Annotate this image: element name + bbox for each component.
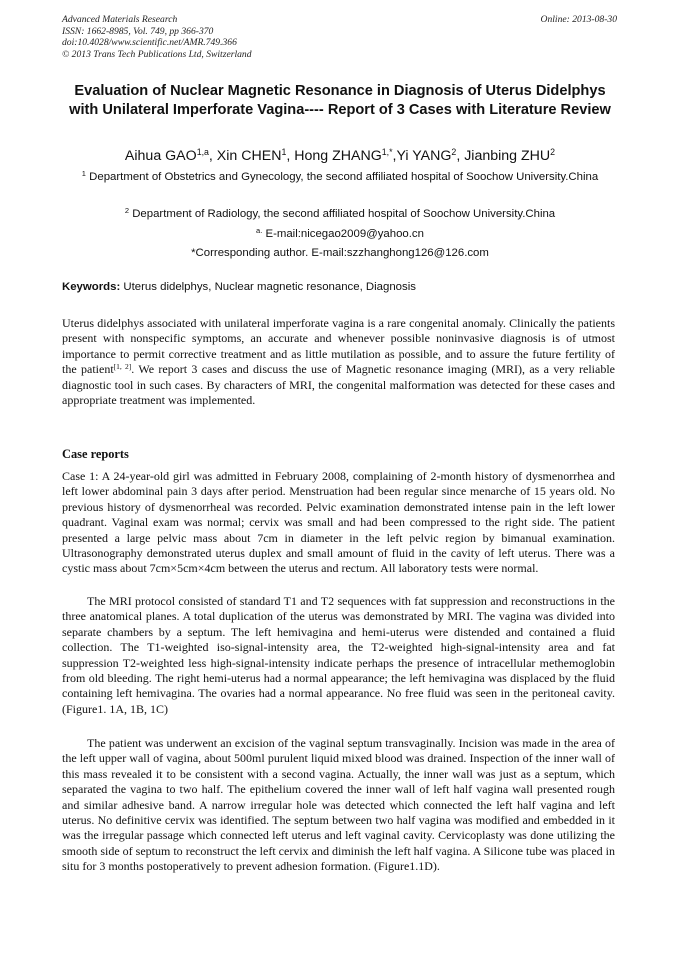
journal-copyright: © 2013 Trans Tech Publications Ltd, Switzerland [62,48,252,60]
mri-paragraph: The MRI protocol consisted of standard T1 and T2 sequences with fat suppression and reconstructions in the three anatomical planes. A total duplication of the uterus was demonstrated by MRI. The vagina was divided into separate chambers by a septum. The left hemivagina and hemi-uterus were distended and contained a fluid collection. The T1-weighted iso-signal-intensity area, the T2-weighted high-signal-intensity area and fat suppression T2-weighted less high-signal-intensity indicate perhaps the presence of intracellular methemoglobin from old bleeding. The right hemi-uterus had a normal appearance; the left hemivagina was displaced by the fluid containing left hemivagina. The ovaries had a normal appearance. No free fluid was seen in the peritoneal cavity. (Figure1. 1A, 1B, 1C) [62,594,615,716]
affiliation-2 [80,203,600,222]
keywords [62,279,618,295]
author-name: , Xin CHEN [208,148,282,164]
email-line [80,223,600,242]
affiliation-1 [80,166,600,185]
affiliation-text: Department of Radiology, the second affiliated hospital of Soochow University.China [132,208,556,220]
keywords-label: Keywords: [62,281,121,293]
journal-header [62,14,617,60]
author-name: , Hong ZHANG [286,148,382,164]
author-sup: 1, [381,147,390,157]
abstract-text: . We report 3 cases and discuss the use of Magnetic resonance imaging (MRI), as a very reliable diagnostic tool in such cases. By characters of MRI, the congenital malformation was detected for these cases and appropriate treatment was implemented. [62,362,615,408]
email-text: E-mail:nicegao2009@yahoo.cn [265,228,424,240]
email-sup: a. [256,226,263,235]
section-heading: Case reports [62,447,129,461]
affiliation-sup: 2 [124,206,130,215]
corresponding-star: * [389,147,393,157]
author-name: Aihua GAO [124,148,197,164]
author-name: ,Yi YANG [392,148,452,164]
paper-title: Evaluation of Nuclear Magnetic Resonance in Diagnosis of Uterus Didelphys with Unilateral Imperforate Vagina---- Report of 3 Cases with Literature Review [69,83,611,118]
online-date: Online: 2013-08-30 [540,14,617,25]
author-sup: 1,a [196,147,209,157]
author-name: , Jianbing ZHU [456,148,551,164]
journal-doi: doi:10.4028/www.scientific.net/AMR.749.366 [62,37,237,49]
abstract [62,316,615,408]
citation: [1, 2] [113,362,132,372]
author-list [40,143,640,165]
journal-name: Advanced Materials Research [62,14,178,25]
author-sup: 2 [550,147,556,157]
corresponding-author: *Corresponding author. E-mail:szzhanghong126@126.com [191,247,489,259]
author-sup: 2 [451,147,457,157]
affiliation-text: Department of Obstetrics and Gynecology, the second affiliated hospital of Soochow University.China [89,171,599,183]
abstract-text: Uterus didelphys associated with unilateral imperforate vagina is a rare congenital anomaly. Clinically the patients present with nonspecific symptoms, an accurate and whenever possible noninvasive diagnosis is of utmost importance to permit corrective treatment and as little mutilation as possible, and to assure the future fertility of the patient [62,316,615,377]
surgery-paragraph: The patient was underwent an excision of the vaginal septum transvaginally. Incision was made in the area of the left upper wall of vagina, about 500ml purulent liquid mixed blood was drained. Inspection of the inner wall of this mass revealed it to be consistent with a second vagina. Actually, the inner wall was just as a septum, which separated the vagina to two half. The epithelium covered the inner wall of left half vagina wall presented rough and similar adhesive band. A narrow irregular hole was detected which connected the left half vagina and left uterus. No definitive cervix was identified. The septum between two half vagina was modified and embedded in it was the irregular passage which connected left uterus and left vaginal cavity. Cervicoplasty was done utilizing the smooth side of septum to reconstruct the left cervix and diminish the left half vagina. A Silicone tube was placed in situ for 3 months postoperatively to prevent adhesion formation. (Figure1.1D). [62,736,615,874]
affiliation-sup: 1 [81,169,86,178]
journal-issn: ISSN: 1662-8985, Vol. 749, pp 366-370 [62,25,214,37]
author-sup: 1 [281,147,287,157]
keywords-text: Uterus didelphys, Nuclear magnetic resonance, Diagnosis [123,281,416,293]
case1-paragraph: Case 1: A 24-year-old girl was admitted in February 2008, complaining of 2-month history of dysmenorrhea and left lower abdominal pain 3 days after period. Menstruation had been regular since menarche of 15 years old. No previous history of dysmenorrheal was recorded. Pelvic examination demonstrated intense pain in the left lower quadrant. Vaginal exam was normal; cervix was small and had been compressed to the right side. The patient presented a large pelvic mass about 7cm in diameter in the left pelvic region by bimanual examination. Ultrasonography demonstrated uterus duplex and small amount of fluid in the cavity of left uterus. There was a cystic mass about 7cm×5cm×4cm between the uterus and rectum. All laboratory tests were normal. [62,469,615,576]
